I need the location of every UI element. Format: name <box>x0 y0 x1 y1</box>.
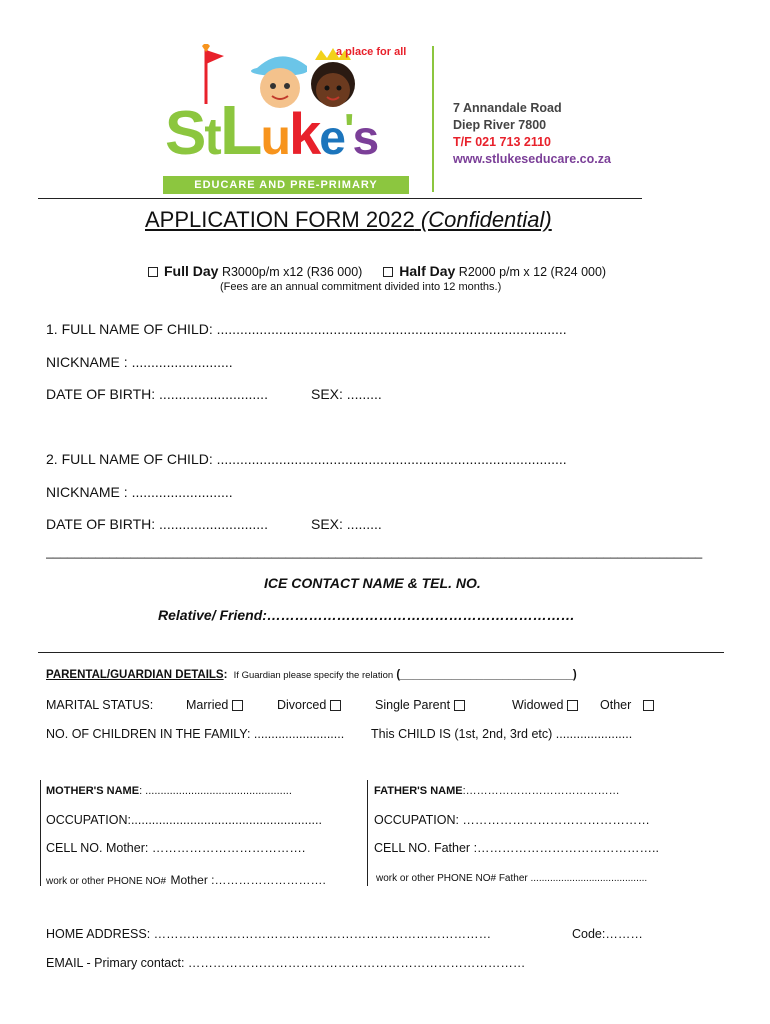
widowed-checkbox[interactable] <box>567 700 578 711</box>
page-title: APPLICATION FORM 2022 (Confidential) <box>145 207 552 232</box>
father-bracket <box>367 780 368 886</box>
married-checkbox[interactable] <box>232 700 243 711</box>
logo-letter: S <box>165 99 205 168</box>
child1-sex-field[interactable]: SEX: ......... <box>311 386 382 402</box>
mother-name-field[interactable]: MOTHER'S NAME: ................................................ <box>46 785 292 797</box>
guardian-relation-field[interactable]: (___________________________) <box>396 669 577 681</box>
half-day-checkbox[interactable] <box>383 267 393 277</box>
child-order-field[interactable]: This CHILD IS (1st, 2nd, 3rd etc) ...................... <box>371 727 633 741</box>
father-name-field[interactable]: FATHER'S NAME:…………………………………… <box>374 785 620 797</box>
father-cell-field[interactable]: CELL NO. Father :…………………………………….. <box>374 841 659 855</box>
logo-divider <box>432 46 434 192</box>
logo-letter: e <box>319 112 344 165</box>
child2-nickname-field[interactable]: NICKNAME : .......................... <box>46 484 233 500</box>
other-checkbox[interactable] <box>643 700 654 711</box>
father-occupation-field[interactable]: OCCUPATION: ……………………………………… <box>374 813 650 827</box>
child1-name-field[interactable]: 1. FULL NAME OF CHILD: .......................................................................................... <box>46 321 567 337</box>
mother-work-phone-field[interactable]: work or other PHONE NO# Mother :………………………. <box>46 873 326 887</box>
website: www.stlukeseducare.co.za <box>453 152 611 166</box>
half-day-label: Half Day <box>399 263 456 279</box>
home-address-field[interactable]: HOME ADDRESS: ……………………………………………………………………… <box>46 927 492 941</box>
parental-heading-row: PARENTAL/GUARDIAN DETAILS: If Guardian please specify the relation (___________________________) <box>46 669 577 681</box>
option-married[interactable]: Married <box>186 698 243 712</box>
logo-letter: k <box>289 102 320 167</box>
logo-tagline: a place for all <box>336 46 407 58</box>
logo-name <box>165 91 378 174</box>
parental-heading: PARENTAL/GUARDIAN DETAILS <box>46 669 224 681</box>
ice-title: ICE CONTACT NAME & TEL. NO. <box>264 575 481 591</box>
fees-note: (Fees are an annual commitment divided into 12 months.) <box>220 281 502 293</box>
logo-letter: t <box>204 108 220 166</box>
option-other[interactable]: Other <box>600 698 654 712</box>
full-day-price: R3000p/m x12 (R36 000) <box>221 265 363 279</box>
child1-dob-field[interactable]: DATE OF BIRTH: ............................ <box>46 386 268 402</box>
email-field[interactable]: EMAIL - Primary contact: ……………………………………………………………………… <box>46 956 526 970</box>
title-confidential: (Confidential) <box>420 207 552 232</box>
logo-letter: L <box>219 91 261 169</box>
logo-letter: s <box>352 112 378 165</box>
children-count-field[interactable]: NO. OF CHILDREN IN THE FAMILY: .......................... <box>46 727 345 741</box>
full-day-checkbox[interactable] <box>148 267 158 277</box>
address-line1: 7 Annandale Road <box>453 101 562 115</box>
fee-options <box>148 263 606 279</box>
child2-sex-field[interactable]: SEX: ......... <box>311 516 382 532</box>
child2-name-field[interactable]: 2. FULL NAME OF CHILD: .......................................................................................... <box>46 451 567 467</box>
father-name-label: FATHER'S NAME <box>374 785 463 797</box>
mother-name-label: MOTHER'S NAME <box>46 785 140 797</box>
option-divorced[interactable]: Divorced <box>277 698 341 712</box>
divider-line: _____________________________________________________________________________________________ <box>46 545 703 559</box>
option-single-parent[interactable]: Single Parent <box>375 698 465 712</box>
logo-letter: ' <box>343 105 353 154</box>
mother-bracket <box>40 780 41 886</box>
header-rule <box>38 198 642 199</box>
ice-rule <box>38 652 724 653</box>
child2-dob-field[interactable]: DATE OF BIRTH: ............................ <box>46 516 268 532</box>
logo-letter: u <box>260 109 289 165</box>
marital-status-label: MARITAL STATUS: <box>46 698 154 712</box>
option-widowed[interactable]: Widowed <box>512 698 578 712</box>
divorced-checkbox[interactable] <box>330 700 341 711</box>
postal-code-field[interactable]: Code:……… <box>572 927 643 941</box>
logo-banner: EDUCARE AND PRE-PRIMARY <box>163 176 409 194</box>
guardian-note: If Guardian please specify the relation <box>233 670 394 681</box>
phone: T/F 021 713 2110 <box>453 135 551 149</box>
father-work-phone-field[interactable]: work or other PHONE NO# Father .......................................... <box>376 873 648 884</box>
full-day-label: Full Day <box>164 263 219 279</box>
half-day-price: R2000 p/m x 12 (R24 000) <box>458 265 607 279</box>
address-line2: Diep River 7800 <box>453 118 547 132</box>
mother-cell-field[interactable]: CELL NO. Mother: ………………………………. <box>46 841 306 855</box>
ice-contact-field[interactable]: Relative/ Friend:………………………………………………………… <box>158 607 575 623</box>
single-parent-checkbox[interactable] <box>454 700 465 711</box>
mother-occupation-field[interactable]: OCCUPATION:....................................................... <box>46 813 322 827</box>
child1-nickname-field[interactable]: NICKNAME : .......................... <box>46 354 233 370</box>
